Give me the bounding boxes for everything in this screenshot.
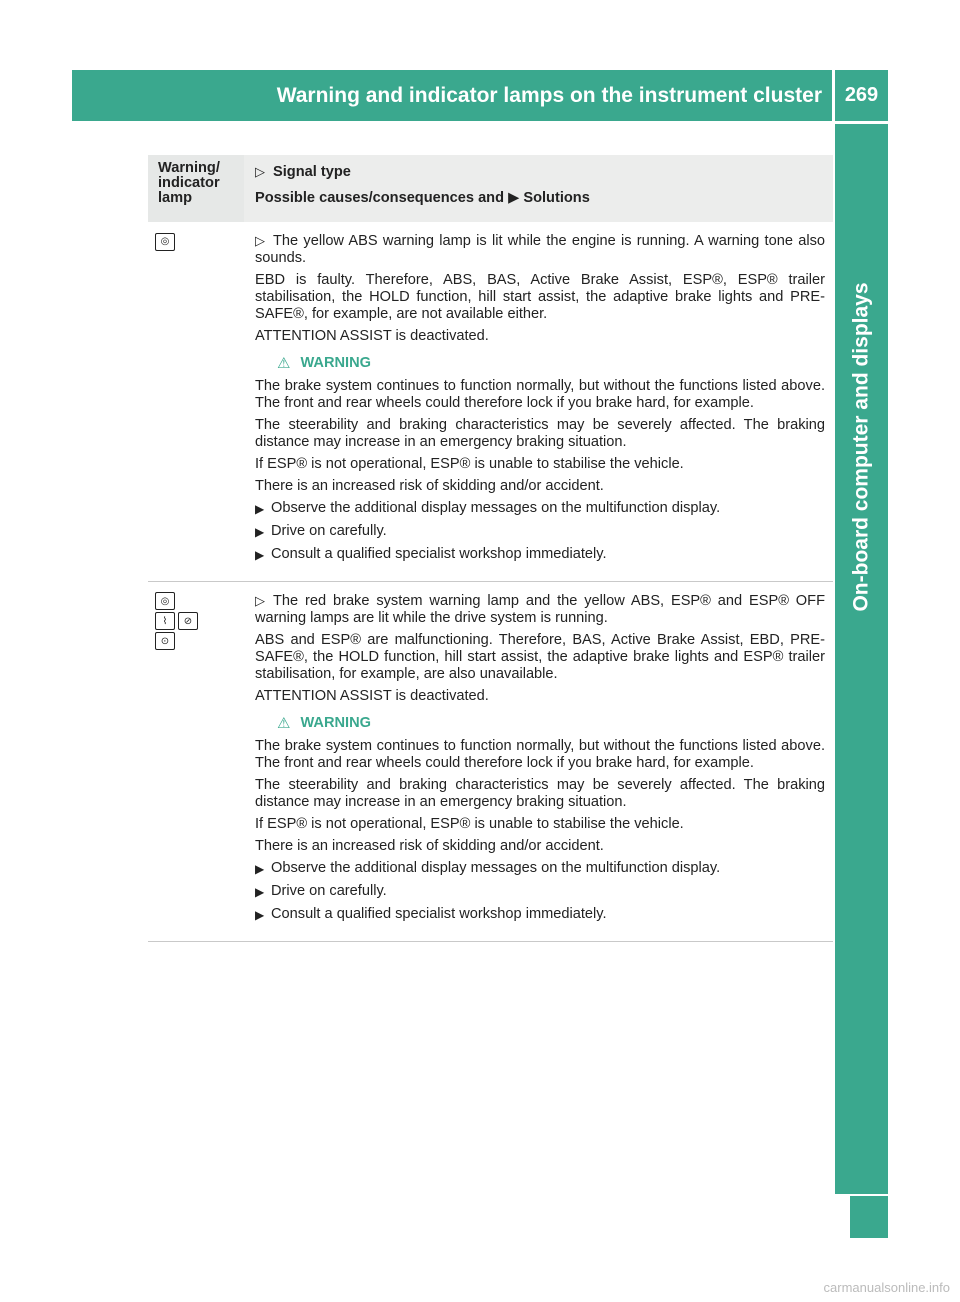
arrow-icon: ▶	[255, 862, 265, 876]
arrow-icon: ▶	[255, 502, 265, 516]
warning-lamp-table	[148, 155, 833, 942]
signal-icon: ▷	[255, 164, 265, 179]
signal-text: The yellow ABS warning lamp is lit while the engine is running. A warning tone also sounds.	[255, 233, 825, 266]
lamp-cell	[148, 222, 244, 581]
description-cell	[244, 582, 833, 941]
solution-item: ▶ Consult a qualified specialist workshop immediately.	[255, 546, 607, 562]
side-tab-label-wrap	[847, 224, 877, 669]
table-row	[148, 222, 833, 582]
warning-heading	[277, 355, 825, 372]
solution-item: ▶ Consult a qualified specialist workshop immediately.	[255, 906, 607, 922]
side-tab-marker	[850, 1196, 888, 1238]
col-header-main	[244, 155, 833, 222]
section-header	[72, 70, 832, 121]
description-cell	[244, 222, 833, 581]
side-tab-label: On-board computer and displays	[850, 281, 873, 612]
warning-text: The brake system continues to function normally, but without the functions listed above. The front and rear wheels could therefore lock if you brake hard, for example.	[255, 378, 825, 411]
cause-text: ABS and ESP® are malfunctioning. Therefore, BAS, Active Brake Assist, EBD, PRE-SAFE®, the HOLD function, hill start assist, the adaptive brake lights and ESP® trailer stabilisation, for example, are also unavailable.	[255, 632, 825, 682]
brake-lamp-icon: ⊙	[155, 632, 175, 650]
warning-text: There is an increased risk of skidding and/or accident.	[255, 838, 604, 854]
table-header	[148, 155, 833, 222]
page-number-box	[835, 70, 888, 121]
warning-label: WARNING	[300, 715, 371, 731]
lamp-cell	[148, 582, 244, 941]
col-header-lamp: Warning/ indicator lamp	[158, 160, 220, 206]
signal-icon: ▷	[255, 593, 265, 608]
solution-item: ▶ Observe the additional display messages on the multifunction display.	[255, 500, 721, 516]
arrow-icon: ▶	[255, 885, 265, 899]
warning-text: The steerability and braking characteristics may be severely affected. The braking distance may increase in an emergency braking situation.	[255, 417, 825, 450]
warning-text: If ESP® is not operational, ESP® is unable to stabilise the vehicle.	[255, 456, 684, 472]
arrow-icon: ▶	[255, 908, 265, 922]
signal-icon: ▷	[255, 233, 265, 248]
arrow-icon: ▶	[255, 525, 265, 539]
warning-text: If ESP® is not operational, ESP® is unable to stabilise the vehicle.	[255, 816, 684, 832]
solution-item: ▶ Drive on carefully.	[255, 523, 387, 539]
warning-text: The brake system continues to function normally, but without the functions listed above. The front and rear wheels could therefore lock if you brake hard, for example.	[255, 738, 825, 771]
section-title: Warning and indicator lamps on the instrument cluster	[276, 83, 822, 107]
cause-text: ATTENTION ASSIST is deactivated.	[255, 328, 489, 344]
warning-heading	[277, 715, 825, 732]
solution-item: ▶ Observe the additional display messages on the multifunction display.	[255, 860, 721, 876]
esp-lamp-icon: ⌇	[155, 612, 175, 630]
warning-text: There is an increased risk of skidding and/or accident.	[255, 478, 604, 494]
page-number: 269	[844, 84, 879, 106]
signal-text: The red brake system warning lamp and the yellow ABS, ESP® and ESP® OFF warning lamps are lit while the drive system is running.	[255, 593, 825, 626]
col-header-solution: Possible causes/consequences and ▶ Solutions	[255, 190, 590, 206]
warning-label: WARNING	[300, 355, 371, 371]
watermark: carmanualsonline.info	[823, 1279, 950, 1295]
abs-lamp-icon: ◎	[155, 233, 175, 251]
abs-lamp-icon: ◎	[155, 592, 175, 610]
table-row	[148, 582, 833, 942]
col-header-signal: Signal type	[273, 164, 351, 180]
solution-item: ▶ Drive on carefully.	[255, 883, 387, 899]
warning-triangle-icon: ⚠	[277, 355, 291, 372]
cause-text: ATTENTION ASSIST is deactivated.	[255, 688, 489, 704]
esp-off-lamp-icon: ⊘	[178, 612, 198, 630]
warning-triangle-icon: ⚠	[277, 715, 291, 732]
cause-text: EBD is faulty. Therefore, ABS, BAS, Active Brake Assist, ESP®, ESP® trailer stabilisation, the HOLD function, hill start assist, the adaptive brake lights and PRE-SAFE®, for example, are not available either.	[255, 272, 825, 322]
arrow-icon: ▶	[255, 548, 265, 562]
footer	[0, 1272, 960, 1302]
warning-text: The steerability and braking characteristics may be severely affected. The braking distance may increase in an emergency braking situation.	[255, 777, 825, 810]
